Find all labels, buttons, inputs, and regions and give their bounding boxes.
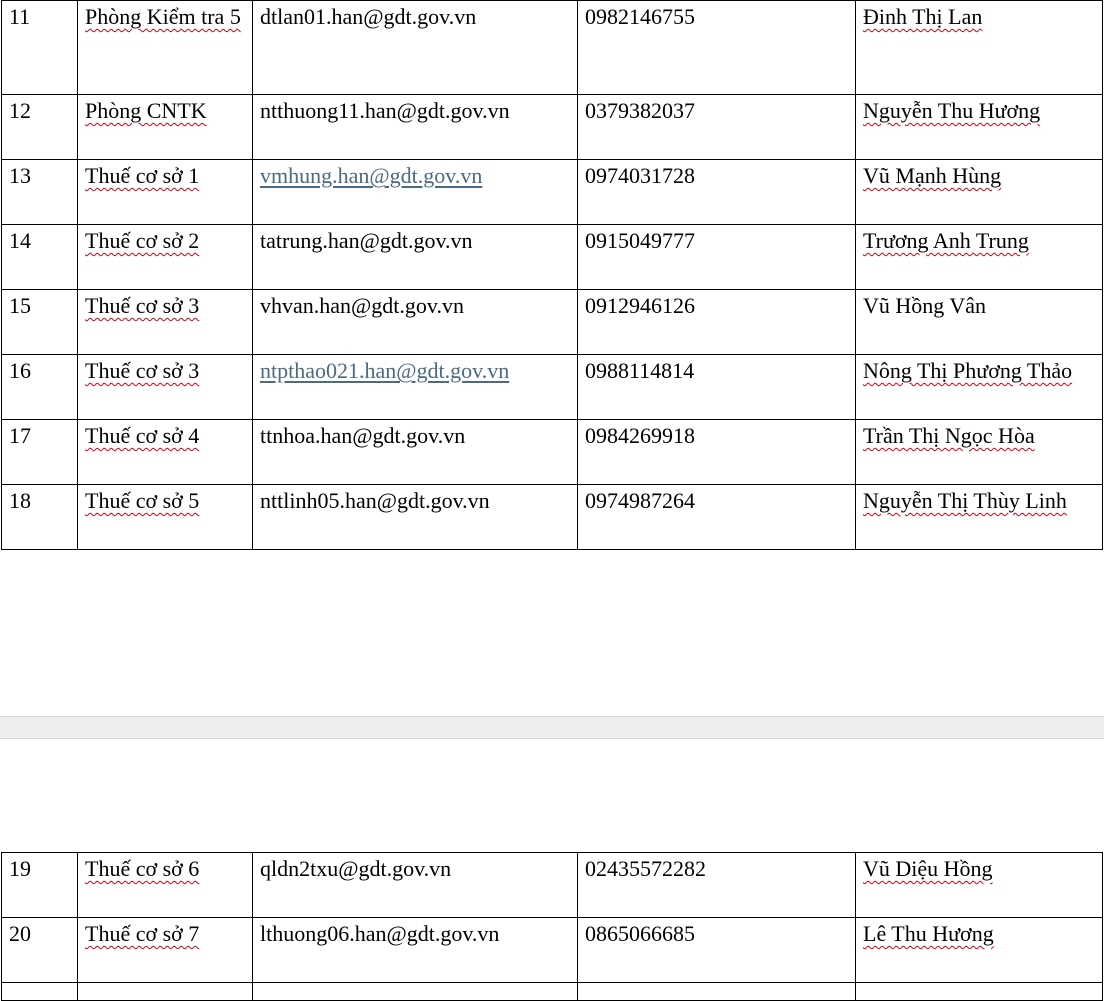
phone-cell: 0974987264 xyxy=(578,485,856,550)
department-cell: Thuế cơ sở 7 xyxy=(78,918,253,983)
email-cell: qldn2txu@gdt.gov.vn xyxy=(253,853,578,918)
table-row xyxy=(2,420,1103,485)
department-cell: Thuế cơ sở 3 xyxy=(78,290,253,355)
table-row xyxy=(2,1,1103,95)
phone-cell: 0912946126 xyxy=(578,290,856,355)
email-cell xyxy=(253,355,578,420)
contact-name-cell: Nông Thị Phương Thảo xyxy=(856,355,1103,420)
contact-name-cell: Trương Anh Trung xyxy=(856,225,1103,290)
email-cell: ntthuong11.han@gdt.gov.vn xyxy=(253,95,578,160)
row-number: 11 xyxy=(2,1,78,95)
department-cell: Thuế cơ sở 2 xyxy=(78,225,253,290)
department-cell: Phòng Kiểm tra 5 xyxy=(78,1,253,95)
row-number: 20 xyxy=(2,918,78,983)
phone-cell: 0974031728 xyxy=(578,160,856,225)
table-row xyxy=(2,95,1103,160)
contact-name-cell: Đinh Thị Lan xyxy=(856,1,1103,95)
department-cell: Thuế cơ sở 5 xyxy=(78,485,253,550)
empty-cell xyxy=(2,983,78,1001)
table-row xyxy=(2,853,1103,918)
table-row xyxy=(2,918,1103,983)
email-cell: lthuong06.han@gdt.gov.vn xyxy=(253,918,578,983)
email-cell: tatrung.han@gdt.gov.vn xyxy=(253,225,578,290)
page-break-gap xyxy=(0,716,1104,739)
email-cell: dtlan01.han@gdt.gov.vn xyxy=(253,1,578,95)
email-cell: vhvan.han@gdt.gov.vn xyxy=(253,290,578,355)
row-number: 12 xyxy=(2,95,78,160)
table-row xyxy=(2,290,1103,355)
department-cell: Thuế cơ sở 6 xyxy=(78,853,253,918)
empty-cell xyxy=(78,983,253,1001)
empty-cell xyxy=(253,983,578,1001)
row-number: 14 xyxy=(2,225,78,290)
contact-name-cell: Trần Thị Ngọc Hòa xyxy=(856,420,1103,485)
department-cell: Thuế cơ sở 4 xyxy=(78,420,253,485)
phone-cell: 0982146755 xyxy=(578,1,856,95)
empty-cell xyxy=(578,983,856,1001)
row-number: 13 xyxy=(2,160,78,225)
document-page-2 xyxy=(0,740,1104,989)
department-cell: Thuế cơ sở 3 xyxy=(78,355,253,420)
phone-cell: 0984269918 xyxy=(578,420,856,485)
department-cell: Phòng CNTK xyxy=(78,95,253,160)
table-row-partial xyxy=(2,983,1103,1001)
phone-cell: 02435572282 xyxy=(578,853,856,918)
row-number: 16 xyxy=(2,355,78,420)
contact-name-cell: Nguyễn Thu Hương xyxy=(856,95,1103,160)
contact-table-page-2 xyxy=(1,852,1103,1001)
row-number: 19 xyxy=(2,853,78,918)
contact-name-cell: Nguyễn Thị Thùy Linh xyxy=(856,485,1103,550)
row-number: 18 xyxy=(2,485,78,550)
phone-cell: 0915049777 xyxy=(578,225,856,290)
row-number: 15 xyxy=(2,290,78,355)
table-row xyxy=(2,355,1103,420)
phone-cell: 0865066685 xyxy=(578,918,856,983)
contact-name-cell: Vũ Mạnh Hùng xyxy=(856,160,1103,225)
table-row xyxy=(2,225,1103,290)
email-link[interactable]: vmhung.han@gdt.gov.vn xyxy=(260,163,483,188)
empty-cell xyxy=(856,983,1103,1001)
table-row xyxy=(2,485,1103,550)
table-row xyxy=(2,160,1103,225)
department-cell: Thuế cơ sở 1 xyxy=(78,160,253,225)
row-number: 17 xyxy=(2,420,78,485)
contact-name-cell: Lê Thu Hương xyxy=(856,918,1103,983)
phone-cell: 0379382037 xyxy=(578,95,856,160)
email-link[interactable]: ntpthao021.han@gdt.gov.vn xyxy=(260,358,510,383)
contact-name-cell: Vũ Hồng Vân xyxy=(856,290,1103,355)
contact-table-page-1 xyxy=(1,0,1103,550)
phone-cell: 0988114814 xyxy=(578,355,856,420)
email-cell xyxy=(253,160,578,225)
email-cell: nttlinh05.han@gdt.gov.vn xyxy=(253,485,578,550)
email-cell: ttnhoa.han@gdt.gov.vn xyxy=(253,420,578,485)
contact-name-cell: Vũ Diệu Hồng xyxy=(856,853,1103,918)
